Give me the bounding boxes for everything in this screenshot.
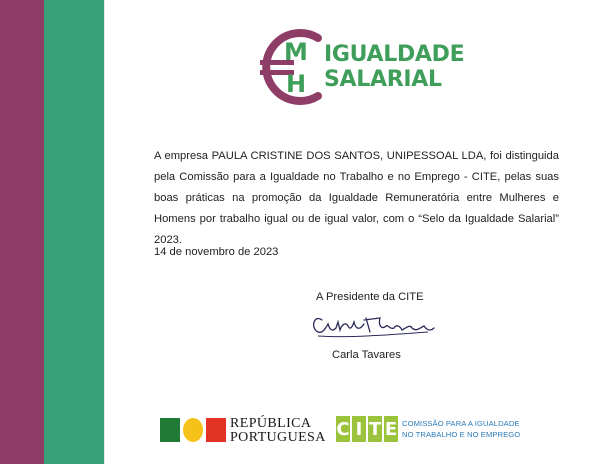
cite-full-name [402,418,520,440]
handwritten-signature [308,308,438,342]
cite-letter: C [336,416,350,442]
republica-line-2: PORTUGUESA [230,430,326,445]
portugal-flag-icon [160,418,226,442]
monogram-h: H [285,70,307,98]
president-title: A Presidente da CITE [316,291,424,303]
logo-wordmark [324,42,464,92]
euro-monogram-icon [258,24,328,110]
igualdade-salarial-logo [258,24,465,110]
cite-letters [336,416,398,442]
logo-line-1: IGUALDADE [324,42,465,67]
cite-line-1: COMISSÃO PARA A IGUALDADE [402,419,520,428]
left-green-band [44,0,104,464]
republica-portuguesa-wordmark [230,417,326,445]
cite-letter: E [384,416,398,442]
cite-letter: T [368,416,382,442]
left-purple-band [0,0,44,464]
logo-line-2: SALARIAL [324,67,442,92]
cite-line-2: NO TRABALHO E NO EMPREGO [402,430,521,439]
certificate-date: 14 de novembro de 2023 [154,246,279,258]
cite-letter: I [352,416,366,442]
republica-portuguesa-logo [160,416,330,446]
republica-line-1: REPÚBLICA [230,416,312,431]
cite-logo [336,416,521,446]
certificate-body: A empresa PAULA CRISTINE DOS SANTOS, UNIPESSOAL LDA, foi distinguida pela Comissão para a Igualdade no Trabalho e no Emprego - CITE, pelas suas boas práticas na promoção da Igualdade Remuneratória entre Mulheres e Homens por trabalho igual ou de igual valor, com o “Selo da Igualdade Salarial” 2023. [154,150,559,246]
page-edge [104,0,105,464]
monogram-m: M [284,38,308,66]
signer-name: Carla Tavares [332,349,401,361]
